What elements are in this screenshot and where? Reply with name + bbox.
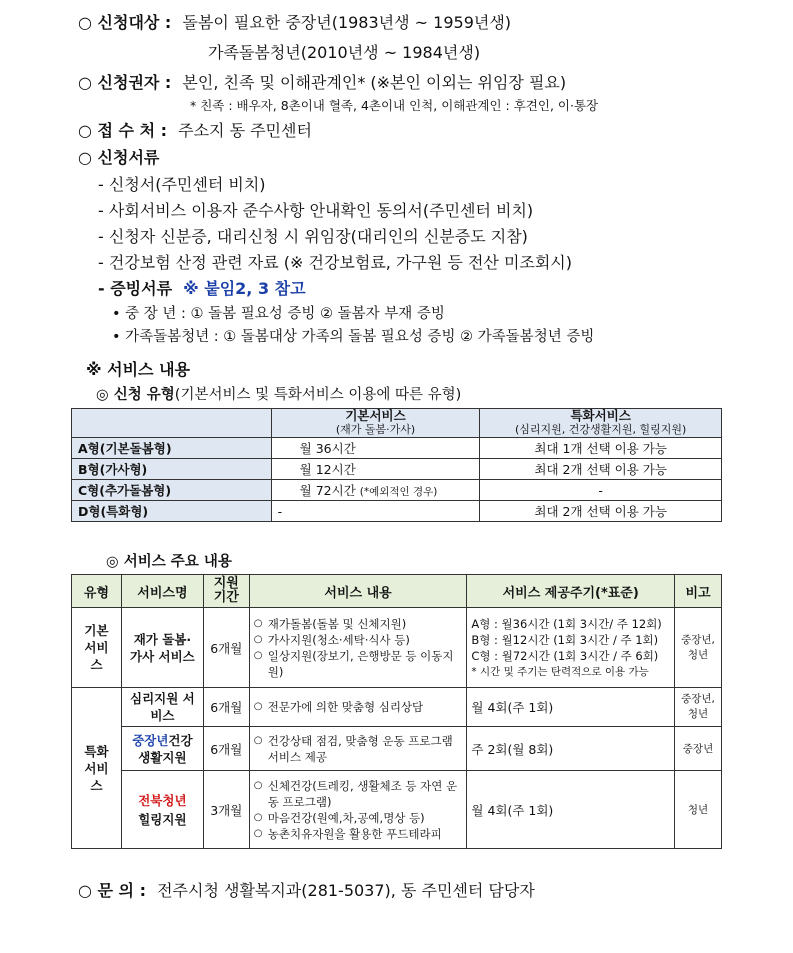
- header-note: 비고: [675, 575, 722, 608]
- proof-row: [98, 276, 306, 299]
- basic-cell: [271, 480, 480, 501]
- service-name: [121, 727, 203, 771]
- name-rest: 힐링지원: [138, 811, 187, 827]
- table-row: [72, 608, 722, 688]
- name-highlight: 전북청년: [138, 792, 187, 808]
- service-content: [249, 608, 467, 688]
- header-freq: 서비스 제공주기(*표준): [467, 575, 675, 608]
- type-table-header: [72, 409, 722, 438]
- special-cell: 최대 1개 선택 이용 가능: [480, 438, 722, 459]
- proof-item: • 가족돌봄청년 : ① 돌봄대상 가족의 돌봄 필요성 증빙 ② 가족돌봄청년 증빙: [112, 329, 595, 345]
- header-name: 서비스명: [121, 575, 203, 608]
- documents-label: ○ 신청서류: [78, 148, 160, 167]
- service-name: 심리지원 서비스: [121, 688, 203, 727]
- basic-cell: [271, 501, 480, 522]
- freq-item: B형 : 월12시간 (1회 3시간 / 주 1회): [471, 632, 659, 647]
- table-row: [72, 501, 722, 522]
- service-type: 기본서비스: [72, 608, 122, 688]
- freq-item: A형 : 월36시간 (1회 3시간/ 주 12회): [471, 616, 662, 631]
- type-name: D형(특화형): [72, 501, 272, 522]
- service-note: 중장년, 청년: [675, 608, 722, 688]
- applicant-label: ○ 신청권자 :: [78, 73, 172, 92]
- table-row: [72, 771, 722, 849]
- special-header-title: 특화서비스: [570, 408, 631, 423]
- content-item: ○ 마음건강(원예,차,공예,명상 등): [254, 810, 463, 826]
- target-row: [78, 10, 511, 33]
- header-type: 유형: [72, 575, 122, 608]
- content-item: ○ 전문가에 의한 맞춤형 심리상담: [254, 699, 463, 715]
- proof-ref: ※ 붙임2, 3 참고: [183, 279, 306, 298]
- service-content-label: ※ 서비스 내용: [86, 360, 190, 379]
- service-note: 청년: [675, 771, 722, 849]
- type-name: C형(추가돌봄형): [72, 480, 272, 501]
- document-item: - 건강보험 산정 관련 자료 (※ 건강보험료, 가구원 등 전산 미조회시): [98, 253, 573, 272]
- service-note: 중장년, 청년: [675, 688, 722, 727]
- basic-note: (*예외적인 경우): [359, 486, 438, 498]
- reception-row: [78, 118, 312, 141]
- basic-cell: [271, 459, 480, 480]
- proof-label: - 증빙서류: [98, 279, 173, 298]
- service-type-label: ◎ 신청 유형: [96, 387, 175, 403]
- basic-hours: 월 72시간: [299, 483, 356, 498]
- service-name: [121, 771, 203, 849]
- special-header-sub: (심리지원, 건강생활지원, 힐링지원): [515, 423, 687, 436]
- target-line2: 가족돌봄청년(2010년생 ~ 1984년생): [208, 43, 481, 62]
- table-row: [72, 727, 722, 771]
- freq-note: * 시간 및 주기는 탄력적으로 이용 가능: [471, 665, 649, 678]
- special-service-header: [480, 409, 722, 438]
- special-cell: 최대 2개 선택 이용 가능: [480, 459, 722, 480]
- applicant-row: [78, 70, 566, 93]
- document-item: - 신청서(주민센터 비치): [98, 175, 266, 194]
- reception-label: ○ 접 수 처 :: [78, 121, 168, 140]
- basic-cell: [271, 438, 480, 459]
- service-name: 재가 돌봄·가사 서비스: [121, 608, 203, 688]
- freq-item: C형 : 월72시간 (1회 3시간 / 주 6회): [471, 648, 659, 663]
- target-label: ○ 신청대상 :: [78, 13, 172, 32]
- main-services-label: ◎ 서비스 주요 내용: [106, 554, 232, 570]
- document-item: - 신청자 신분증, 대리신청 시 위임장(대리인의 신분증도 지참): [98, 227, 528, 246]
- header-content: 서비스 내용: [249, 575, 467, 608]
- basic-hours: 월 12시간: [299, 462, 356, 477]
- service-content: [249, 688, 467, 727]
- basic-service-header: [271, 409, 480, 438]
- applicant-note: * 친족 : 배우자, 8촌이내 혈족, 4촌이내 인척, 이해관계인 : 후견인, 이·통장: [190, 98, 599, 113]
- type-table-corner: [72, 409, 272, 438]
- applicant-text: 본인, 친족 및 이해관계인* (※본인 이외는 위임장 필요): [182, 73, 567, 92]
- target-line1: 돌봄이 필요한 중장년(1983년생 ~ 1959년생): [182, 13, 512, 32]
- basic-header-sub: (재가 돌봄·가사): [335, 423, 416, 436]
- main-services-table: [71, 574, 722, 849]
- service-period: 6개월: [203, 608, 249, 688]
- special-cell: -: [480, 480, 722, 501]
- content-item: ○ 건강상태 점검, 맞춤형 운동 프로그램 서비스 제공: [254, 733, 463, 765]
- inquiry-text: 전주시청 생활복지과(281-5037), 동 주민센터 담당자: [157, 881, 535, 900]
- service-freq: 월 4회(주 1회): [467, 688, 675, 727]
- service-period: 6개월: [203, 688, 249, 727]
- name-rest: 건강 생활지원: [138, 732, 193, 765]
- main-table-header: [72, 575, 722, 608]
- table-row: [72, 438, 722, 459]
- basic-hours: 월 36시간: [299, 441, 356, 456]
- table-row: [72, 688, 722, 727]
- service-note: 중장년: [675, 727, 722, 771]
- inquiry-label: ○ 문 의 :: [78, 881, 146, 900]
- reception-text: 주소지 동 주민센터: [178, 121, 312, 140]
- table-row: [72, 459, 722, 480]
- service-type-row: [96, 383, 461, 404]
- content-item: ○ 농촌치유자원을 활용한 푸드테라피: [254, 826, 463, 842]
- service-period: 6개월: [203, 727, 249, 771]
- content-item: ○ 신체건강(트레킹, 생활체조 등 자연 운동 프로그램): [254, 778, 463, 810]
- service-type-desc: (기본서비스 및 특화서비스 이용에 따른 유형): [174, 387, 462, 403]
- basic-header-title: 기본서비스: [345, 408, 406, 423]
- content-item: ○ 일상지원(장보기, 은행방문 등 이동지원): [254, 648, 463, 680]
- service-freq: 월 4회(주 1회): [467, 771, 675, 849]
- service-content: [249, 771, 467, 849]
- header-period: 지원기간: [203, 575, 249, 608]
- service-content: [249, 727, 467, 771]
- basic-hours: -: [277, 503, 283, 519]
- service-freq: 주 2회(월 8회): [467, 727, 675, 771]
- table-row: [72, 480, 722, 501]
- content-item: ○ 가사지원(청소·세탁·식사 등): [254, 632, 463, 648]
- name-highlight: 중장년: [132, 732, 169, 748]
- proof-item: • 중 장 년 : ① 돌봄 필요성 증빙 ② 돌봄자 부재 증빙: [112, 306, 445, 322]
- inquiry-row: [78, 878, 535, 901]
- type-table: [71, 408, 722, 522]
- service-type: 특화서비스: [72, 688, 122, 849]
- content-item: ○ 재가돌봄(돌봄 및 신체지원): [254, 616, 463, 632]
- type-name: B형(가사형): [72, 459, 272, 480]
- special-cell: 최대 2개 선택 이용 가능: [480, 501, 722, 522]
- service-freq: [467, 608, 675, 688]
- type-name: A형(기본돌봄형): [72, 438, 272, 459]
- document-item: - 사회서비스 이용자 준수사항 안내확인 동의서(주민센터 비치): [98, 201, 534, 220]
- service-period: 3개월: [203, 771, 249, 849]
